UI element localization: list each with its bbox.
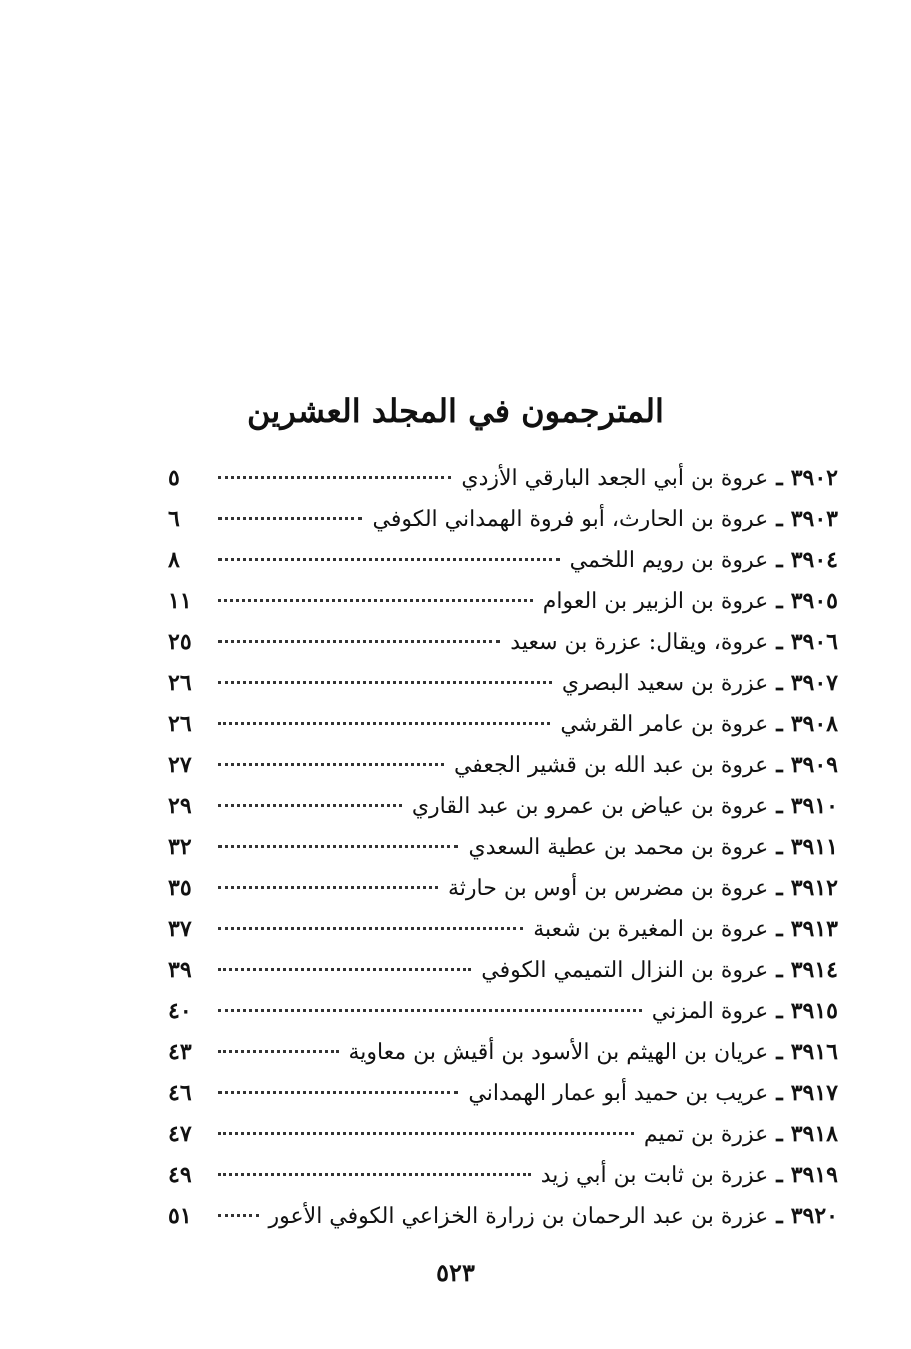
entry-number: ٣٩٠٢ [790, 465, 838, 491]
toc-entry [168, 991, 838, 1032]
entry-page-number: ٤٦ [168, 1080, 192, 1106]
entry-number: ٣٩٠٦ [790, 629, 838, 655]
entry-page-number: ٥ [168, 465, 180, 491]
entry-name: عزرة بن تميم [643, 1122, 769, 1147]
dot-leader [218, 845, 458, 848]
entry-number: ٣٩٠٧ [790, 670, 838, 696]
toc-entry [168, 1073, 838, 1114]
entry-name: عزرة بن سعيد البصري [561, 671, 769, 696]
toc-entry [168, 868, 838, 909]
entry-dash: ـ [776, 506, 783, 532]
entry-page-number: ٢٦ [168, 711, 192, 737]
entry-page-number: ٢٥ [168, 629, 192, 655]
entry-number: ٣٩٠٣ [790, 506, 838, 532]
entry-name: عروة بن الزبير بن العوام [542, 589, 769, 614]
entry-page-number: ٣٥ [168, 875, 192, 901]
entry-dash: ـ [776, 998, 783, 1024]
entry-name: عروة المزني [651, 999, 769, 1024]
entry-page-number: ٢٧ [168, 752, 192, 778]
entry-number: ٣٩١٦ [790, 1039, 838, 1065]
dot-leader [218, 1173, 531, 1176]
entry-name: عروة بن رويم اللخمي [569, 548, 769, 573]
dot-leader [218, 1009, 642, 1012]
entry-dash: ـ [776, 1162, 783, 1188]
toc-entry [168, 622, 838, 663]
dot-leader [218, 681, 552, 684]
entry-name: عروة بن النزال التميمي الكوفي [481, 958, 769, 983]
entry-dash: ـ [776, 1121, 783, 1147]
entry-dash: ـ [776, 629, 783, 655]
dot-leader [218, 517, 362, 520]
toc-entry [168, 950, 838, 991]
entry-page-number: ٤٠ [168, 998, 192, 1024]
toc-entry [168, 1155, 838, 1196]
entry-name: عروة بن الحارث، أبو فروة الهمداني الكوفي [372, 507, 769, 532]
dot-leader [218, 1132, 634, 1135]
entry-page-number: ٦ [168, 506, 180, 532]
dot-leader [218, 599, 533, 602]
table-of-contents [168, 458, 838, 1237]
entry-number: ٣٩٢٠ [790, 1203, 838, 1229]
dot-leader [218, 476, 451, 479]
entry-dash: ـ [776, 1203, 783, 1229]
dot-leader [218, 1214, 259, 1217]
entry-dash: ـ [776, 1080, 783, 1106]
toc-entry [168, 581, 838, 622]
entry-dash: ـ [776, 752, 783, 778]
entry-number: ٣٩١٤ [790, 957, 838, 983]
entry-name: عزرة بن عبد الرحمان بن زرارة الخزاعي الكوفي الأعور [268, 1204, 769, 1229]
entry-name: عروة بن أبي الجعد البارقي الأزدي [461, 466, 769, 491]
entry-number: ٣٩٠٩ [790, 752, 838, 778]
entry-number: ٣٩١١ [790, 834, 838, 860]
entry-page-number: ٢٩ [168, 793, 192, 819]
entry-number: ٣٩٠٤ [790, 547, 838, 573]
entry-dash: ـ [776, 711, 783, 737]
entry-dash: ـ [776, 957, 783, 983]
page-number: ٥٢٣ [436, 1258, 475, 1287]
dot-leader [218, 927, 523, 930]
entry-name: عزرة بن ثابت بن أبي زيد [540, 1163, 769, 1188]
dot-leader [218, 558, 560, 561]
entry-name: عروة بن عياض بن عمرو بن عبد القاري [411, 794, 769, 819]
entry-dash: ـ [776, 547, 783, 573]
toc-entry [168, 827, 838, 868]
entry-number: ٣٩١٩ [790, 1162, 838, 1188]
entry-page-number: ١١ [168, 588, 192, 614]
entry-number: ٣٩١٣ [790, 916, 838, 942]
entry-dash: ـ [776, 875, 783, 901]
dot-leader [218, 968, 471, 971]
toc-entry [168, 745, 838, 786]
entry-page-number: ٥١ [168, 1203, 192, 1229]
entry-name: عروة بن مضرس بن أوس بن حارثة [448, 876, 769, 901]
entry-number: ٣٩١٥ [790, 998, 838, 1024]
entry-name: عروة بن عامر القرشي [560, 712, 769, 737]
entry-name: عروة، ويقال: عزرة بن سعيد [510, 630, 769, 655]
toc-entry [168, 458, 838, 499]
toc-entry [168, 663, 838, 704]
toc-entry [168, 704, 838, 745]
entry-page-number: ٣٢ [168, 834, 192, 860]
entry-dash: ـ [776, 834, 783, 860]
entry-name: عريان بن الهيثم بن الأسود بن أقيش بن معاوية [348, 1040, 769, 1065]
entry-page-number: ٣٧ [168, 916, 192, 942]
entry-page-number: ٤٧ [168, 1121, 192, 1147]
toc-entry [168, 786, 838, 827]
entry-number: ٣٩١٢ [790, 875, 838, 901]
entry-dash: ـ [776, 465, 783, 491]
toc-entry [168, 1114, 838, 1155]
page-title: المترجمون في المجلد العشرين [247, 392, 664, 430]
entry-name: عروة بن عبد الله بن قشير الجعفي [453, 753, 769, 778]
toc-entry [168, 909, 838, 950]
entry-dash: ـ [776, 588, 783, 614]
entry-number: ٣٩٠٨ [790, 711, 838, 737]
toc-entry [168, 1196, 838, 1237]
entry-page-number: ٤٣ [168, 1039, 192, 1065]
entry-number: ٣٩١٧ [790, 1080, 838, 1106]
entry-number: ٣٩١٠ [790, 793, 838, 819]
entry-dash: ـ [776, 1039, 783, 1065]
dot-leader [218, 1050, 339, 1053]
entry-dash: ـ [776, 793, 783, 819]
dot-leader [218, 640, 500, 643]
toc-entry [168, 540, 838, 581]
dot-leader [218, 886, 438, 889]
entry-name: عروة بن محمد بن عطية السعدي [468, 835, 769, 860]
dot-leader [218, 722, 550, 725]
dot-leader [218, 1091, 458, 1094]
entry-dash: ـ [776, 916, 783, 942]
toc-entry [168, 1032, 838, 1073]
entry-number: ٣٩١٨ [790, 1121, 838, 1147]
entry-name: عروة بن المغيرة بن شعبة [533, 917, 769, 942]
entry-name: عريب بن حميد أبو عمار الهمداني [468, 1081, 769, 1106]
entry-page-number: ٣٩ [168, 957, 192, 983]
toc-entry [168, 499, 838, 540]
dot-leader [218, 763, 444, 766]
entry-page-number: ٨ [168, 547, 180, 573]
entry-page-number: ٤٩ [168, 1162, 192, 1188]
dot-leader [218, 804, 402, 807]
entry-page-number: ٢٦ [168, 670, 192, 696]
entry-dash: ـ [776, 670, 783, 696]
entry-number: ٣٩٠٥ [790, 588, 838, 614]
